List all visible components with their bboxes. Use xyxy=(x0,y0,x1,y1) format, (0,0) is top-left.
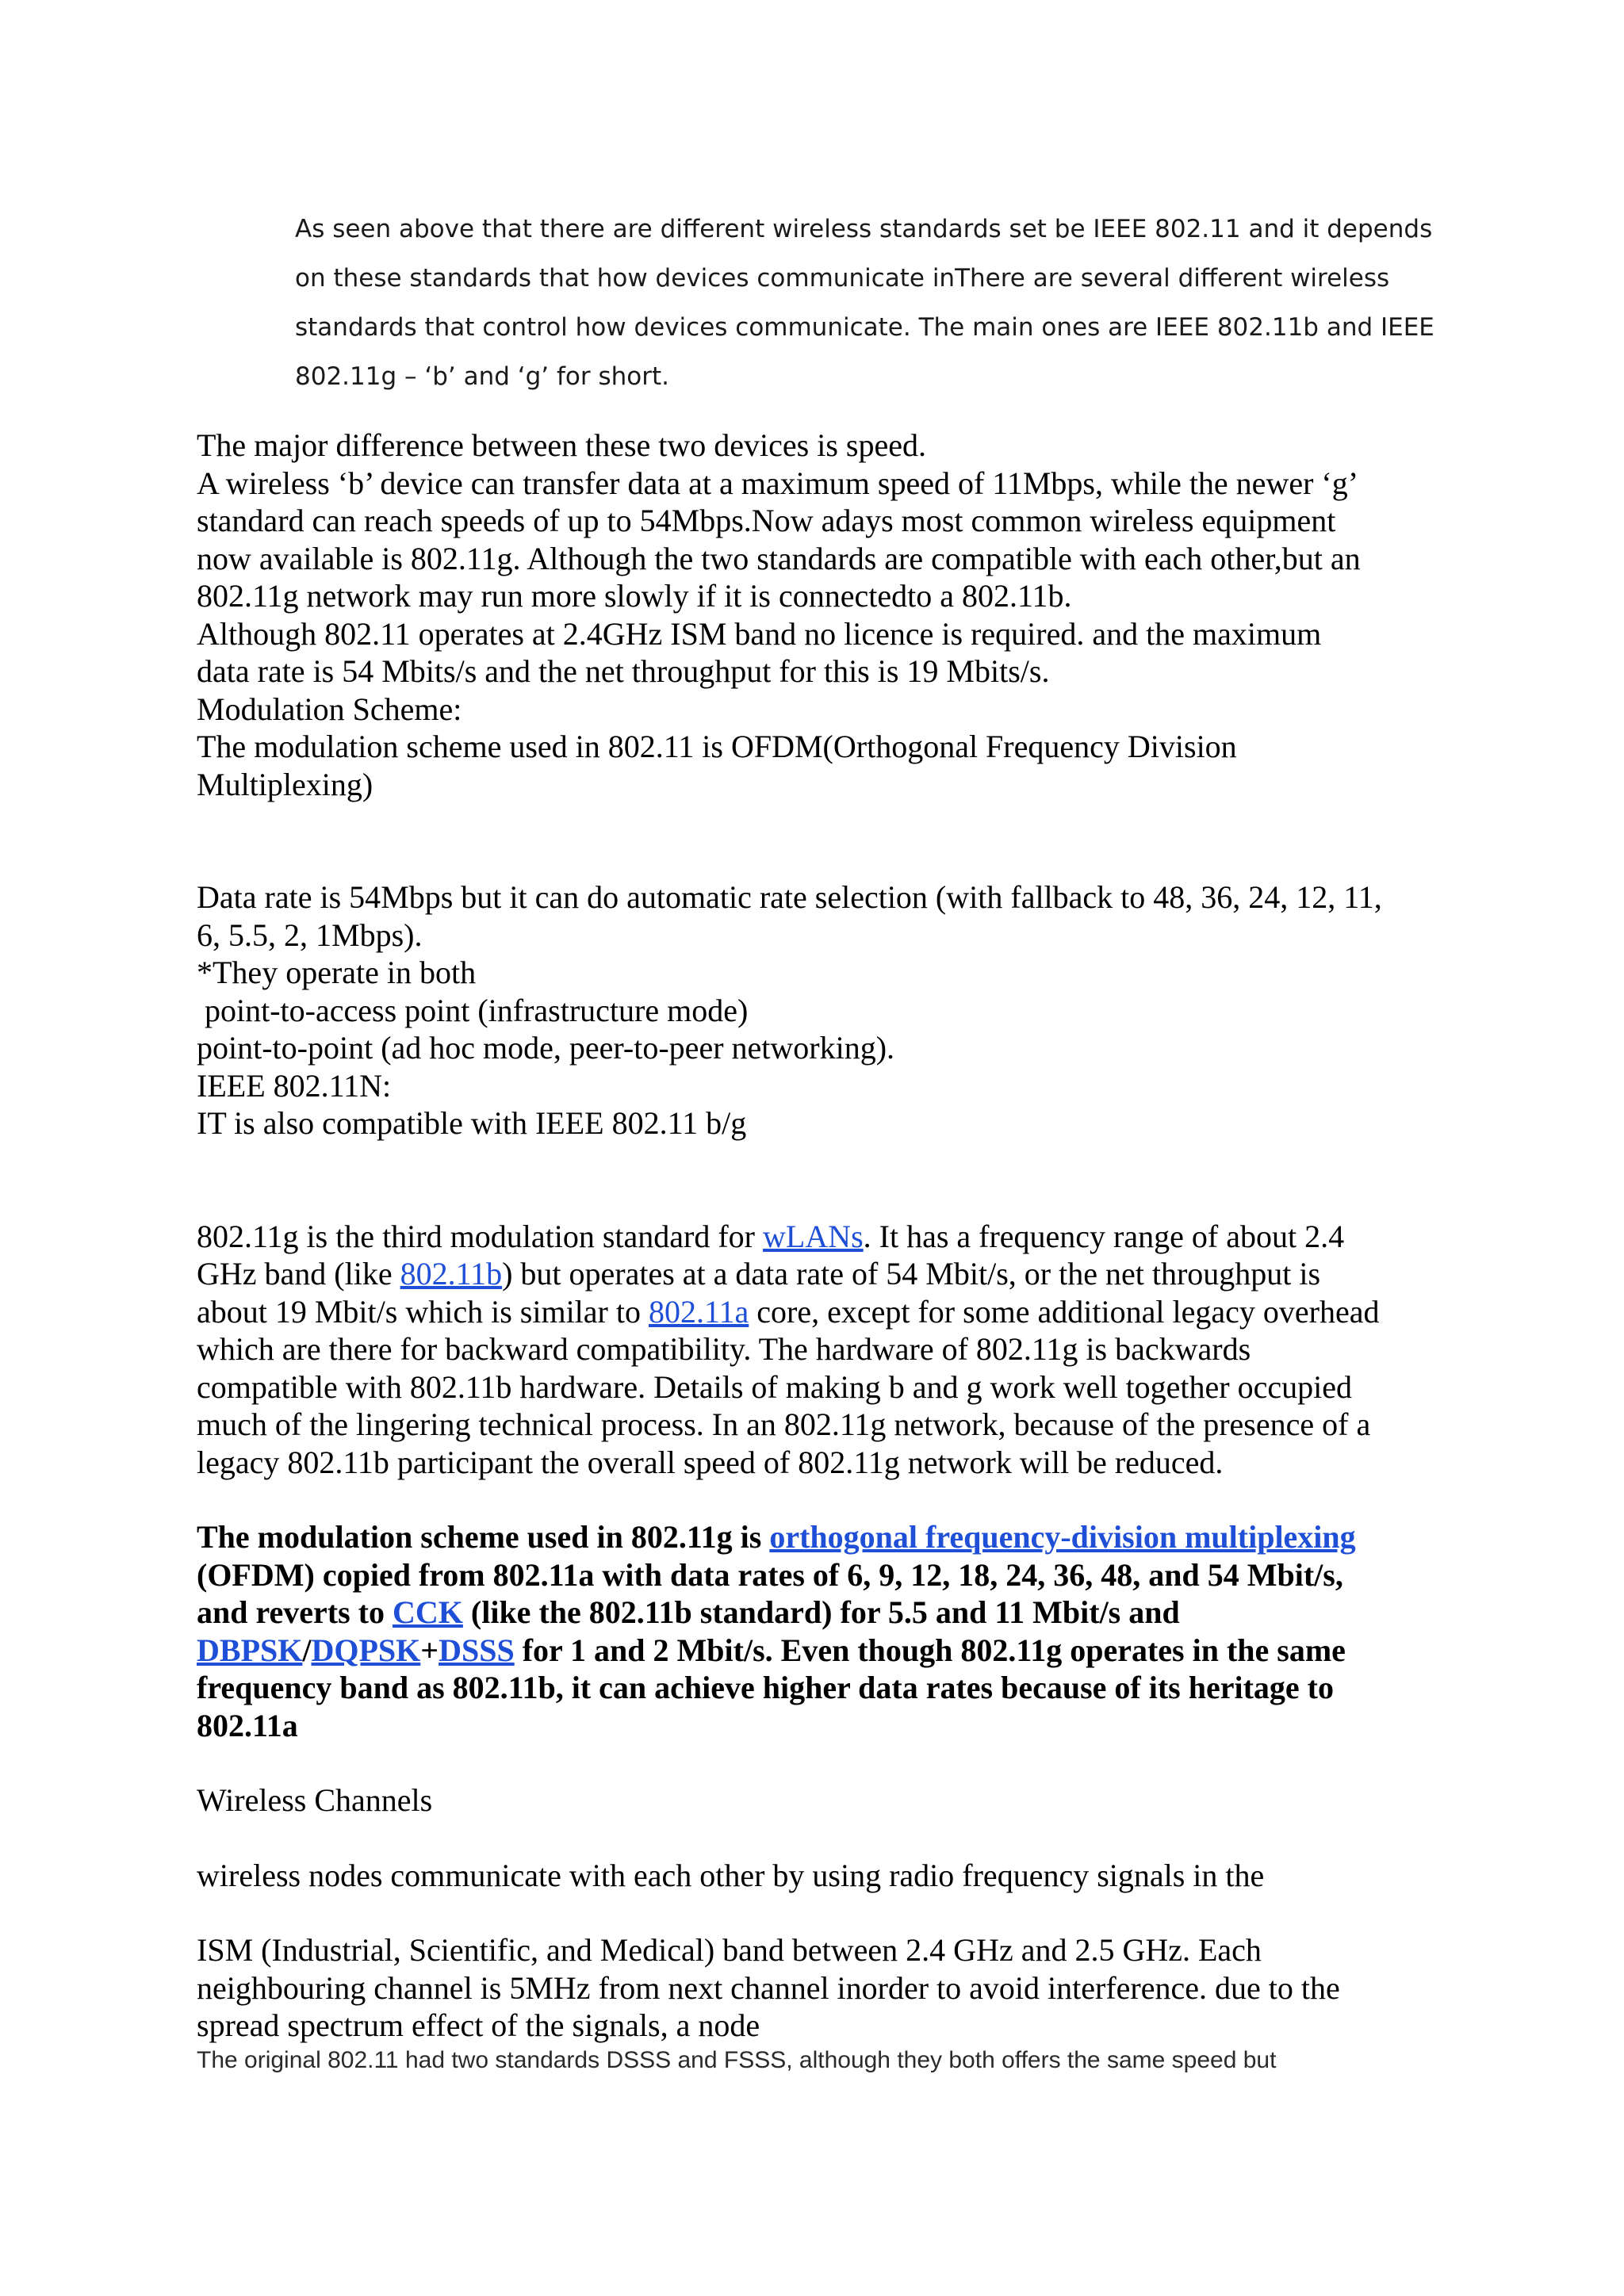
spacer xyxy=(197,1820,1450,1857)
text-line: frequency band as 802.11b, it can achieve higher data rates because of its heritage to xyxy=(197,1670,1335,1705)
text-line xyxy=(197,1594,1450,1632)
text-line: 6, 5.5, 2, 1Mbps). xyxy=(197,916,423,953)
text-line: legacy 802.11b participant the overall speed of 802.11g network will be reduced. xyxy=(197,1444,1224,1480)
text-run: . It has a frequency range of about 2.4 xyxy=(863,1218,1345,1254)
text-line xyxy=(197,1218,1450,1256)
80211b-link[interactable]: 802.11b xyxy=(400,1256,503,1292)
spacer xyxy=(197,1744,1450,1781)
spacer xyxy=(197,1142,1450,1218)
80211a-link[interactable]: 802.11a xyxy=(648,1293,749,1330)
ofdm-link[interactable]: orthogonal frequency-division multiplexing xyxy=(769,1519,1356,1555)
text-line: Multiplexing) xyxy=(197,766,373,802)
text-line: Although 802.11 operates at 2.4GHz ISM band no licence is required. and the maximum xyxy=(197,615,1322,652)
text-line: which are there for backward compatibility. The hardware of 802.11g is backwards xyxy=(197,1331,1251,1367)
text-line: *They operate in both xyxy=(197,955,477,990)
text-line xyxy=(197,1255,1450,1293)
text-line: compatible with 802.11b hardware. Details of making b and g work well together occupied xyxy=(197,1368,1352,1405)
document-body xyxy=(197,427,1450,2076)
text-line: spread spectrum effect of the signals, a node xyxy=(197,2007,760,2043)
section-heading: Wireless Channels xyxy=(197,1782,433,1818)
wireless-channels-section xyxy=(197,1781,1450,2076)
text-line: much of the lingering technical process. In an 802.11g network, because of the presence of a xyxy=(197,1406,1371,1442)
text-line: ISM (Industrial, Scientific, and Medical) band between 2.4 GHz and 2.5 GHz. Each xyxy=(197,1932,1262,1968)
intro-line: standards that control how devices communicate. The main ones are IEEE 802.11b and IEEE xyxy=(295,313,1434,342)
text-run: 802.11g is the third modulation standard for xyxy=(197,1218,763,1254)
dbpsk-link[interactable]: DBPSK xyxy=(197,1632,303,1668)
text-run: The modulation scheme used in 802.11g is xyxy=(197,1519,770,1555)
intro-line: on these standards that how devices communicate inThere are several different wireless xyxy=(295,264,1390,293)
text-run: (like the 802.11b standard) for 5.5 and 11 Mbit/s and xyxy=(462,1594,1180,1630)
text-line: The major difference between these two devices is speed. xyxy=(197,427,926,463)
text-run: / xyxy=(302,1632,312,1668)
text-line: wireless nodes communicate with each other by using radio frequency signals in the xyxy=(197,1857,1265,1893)
data-rate-section xyxy=(197,878,1450,1142)
text-line: neighbouring channel is 5MHz from next channel inorder to avoid interference. due to the xyxy=(197,1969,1340,2006)
intro-line: As seen above that there are different wireless standards set be IEEE 802.11 and it depends xyxy=(295,215,1433,243)
text-line: 802.11g network may run more slowly if it is connectedto a 802.11b. xyxy=(197,578,1072,614)
text-line xyxy=(197,1293,1450,1331)
text-line: 802.11a xyxy=(197,1707,298,1743)
intro-paragraph xyxy=(295,205,1437,401)
text-line xyxy=(197,1632,1450,1670)
intro-line: 802.11g – ‘b’ and ‘g’ for short. xyxy=(295,362,670,391)
spacer xyxy=(197,1894,1450,1931)
text-line: A wireless ‘b’ device can transfer data at a maximum speed of 11Mbps, while the newer ‘g’ xyxy=(197,465,1359,501)
text-line: The original 802.11 had two standards DSSS and FSSS, although they both offers the same speed but xyxy=(197,2046,1277,2073)
text-line xyxy=(197,1518,1450,1556)
spacer xyxy=(197,803,1450,878)
text-line: point-to-access point (infrastructure mode) xyxy=(197,992,749,1028)
spacer xyxy=(197,1481,1450,1518)
text-line: point-to-point (ad hoc mode, peer-to-peer networking). xyxy=(197,1030,895,1066)
speed-comparison-section xyxy=(197,427,1450,803)
ieee-80211n-heading: IEEE 802.11N: xyxy=(197,1067,392,1104)
text-line: The modulation scheme used in 802.11 is OFDM(Orthogonal Frequency Division xyxy=(197,729,1237,764)
text-line: IT is also compatible with IEEE 802.11 b/g xyxy=(197,1105,747,1141)
text-line: now available is 802.11g. Although the two standards are compatible with each other,but an xyxy=(197,540,1361,576)
text-line: standard can reach speeds of up to 54Mbps.Now adays most common wireless equipment xyxy=(197,503,1336,538)
text-run: ) but operates at a data rate of 54 Mbit/s, or the net throughput is xyxy=(502,1256,1321,1292)
cck-link[interactable]: CCK xyxy=(393,1594,463,1630)
text-run: for 1 and 2 Mbit/s. Even though 802.11g operates in the same xyxy=(514,1632,1346,1668)
text-run: and reverts to xyxy=(197,1594,393,1630)
text-line: data rate is 54 Mbits/s and the net throughput for this is 19 Mbits/s. xyxy=(197,653,1050,689)
modulation-heading: Modulation Scheme: xyxy=(197,691,462,727)
text-line: (OFDM) copied from 802.11a with data rates of 6, 9, 12, 18, 24, 36, 48, and 54 Mbit/s, xyxy=(197,1556,1343,1593)
text-run: GHz band (like xyxy=(197,1256,400,1292)
text-line: Data rate is 54Mbps but it can do automatic rate selection (with fallback to 48, 36, 24, 12, 11, xyxy=(197,879,1382,915)
text-run: core, except for some additional legacy overhead xyxy=(749,1293,1380,1330)
wlans-link[interactable]: wLANs xyxy=(762,1218,864,1254)
text-run: about 19 Mbit/s which is similar to xyxy=(197,1293,649,1330)
modulation-bold-section xyxy=(197,1518,1450,1744)
dsss-link[interactable]: DSSS xyxy=(439,1632,515,1668)
80211g-section xyxy=(197,1218,1450,1482)
dqpsk-link[interactable]: DQPSK xyxy=(311,1632,421,1668)
text-run: + xyxy=(420,1632,439,1668)
